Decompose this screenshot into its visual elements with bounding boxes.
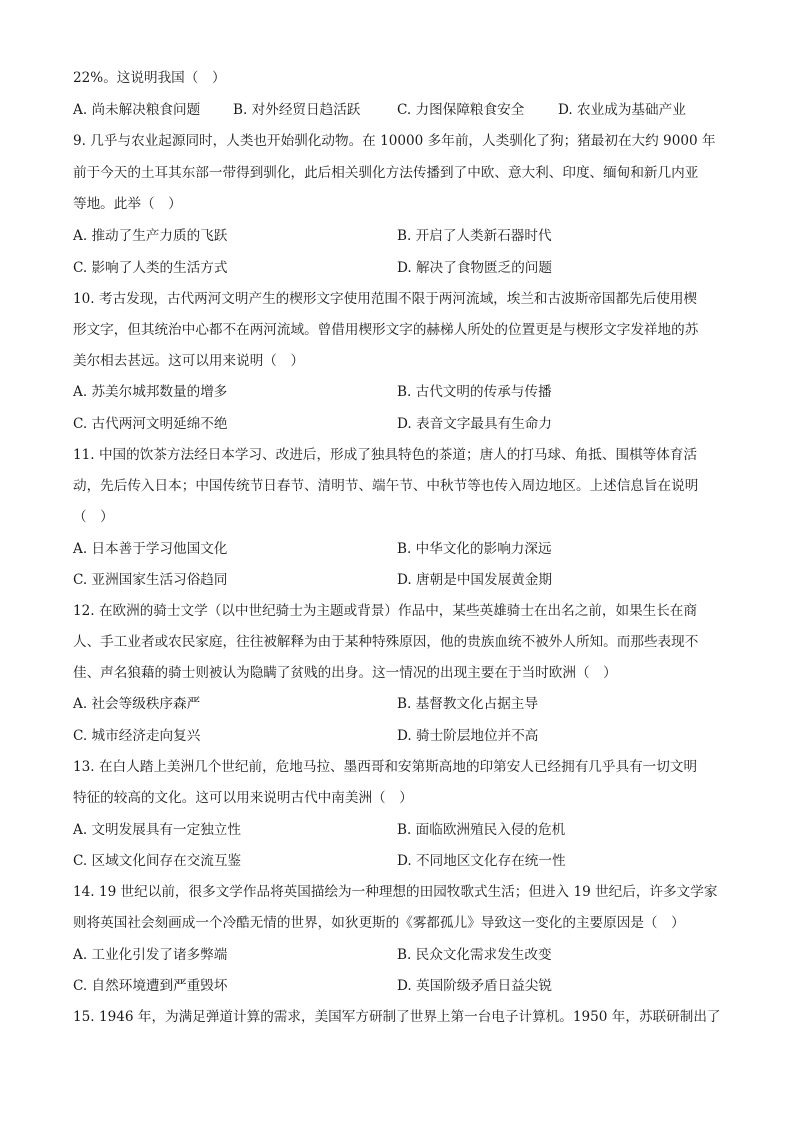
q15-stem-line-1: 15. 1946 年，为满足弹道计算的需求，美国军方研制了世界上第一台电子计算机。1950 年，苏联研制出了 [73,1009,721,1025]
q8-option-d: D. 农业成为基础产业 [558,102,686,118]
q13-stem-line-2: 特征的较高的文化。这可以用来说明古代中南美洲（ ） [73,790,413,806]
q9-option-b: B. 开启了人类新石器时代 [397,228,552,244]
q9-stem-line-3: 等地。此举（ ） [73,196,182,212]
q9-stem-line-2: 前于今天的土耳其东部一带得到驯化，此后相关驯化方法传播到了中欧、意大利、印度、缅甸和新几内亚 [73,165,699,181]
q10-stem-line-3: 美尔相去甚远。这可以用来说明（ ） [73,353,305,369]
q12-option-c: C. 城市经济走向复兴 [73,728,201,744]
q12-option-a: A. 社会等级秩序森严 [73,696,201,712]
q12-option-b: B. 基督教文化占据主导 [397,696,538,712]
q10-option-c: C. 古代两河文明延绵不绝 [73,416,228,432]
q13-option-a: A. 文明发展具有一定独立性 [73,822,241,838]
q10-stem-line-2: 形文字，但其统治中心都不在两河流域。曾借用楔形文字的赫梯人所处的位置更是与楔形文字发祥地的苏 [73,322,699,338]
q12-option-d: D. 骑士阶层地位并不高 [397,728,539,744]
q13-stem-line-1: 13. 在白人踏上美洲几个世纪前，危地马拉、墨西哥和安第斯高地的印第安人已经拥有几乎具有一切文明 [73,759,698,775]
q11-option-d: D. 唐朝是中国发展黄金期 [397,572,552,588]
q9-option-a: A. 推动了生产力质的飞跃 [73,228,228,244]
q11-stem-line-2: 动，先后传入日本；中国传统节日春节、清明节、端午节、中秋节等也传入周边地区。上述信息旨在说明 [73,478,699,494]
q8-option-b: B. 对外经贸日趋活跃 [233,102,361,118]
q11-option-c: C. 亚洲国家生活习俗趋同 [73,572,228,588]
q11-stem-line-1: 11. 中国的饮茶方法经日本学习、改进后，形成了独具特色的茶道；唐人的打马球、角抵、围棋等体育活 [73,447,698,463]
q14-option-a: A. 工业化引发了诸多弊端 [73,947,228,963]
q11-stem-line-3: （ ） [73,509,114,525]
q14-option-d: D. 英国阶级矛盾日益尖锐 [397,978,552,994]
q8-option-a: A. 尚未解决粮食问题 [73,102,201,118]
q13-option-d: D. 不同地区文化存在统一性 [397,853,566,869]
q10-stem-line-1: 10. 考古发现，古代两河文明产生的楔形文字使用范围不限于两河流域，埃兰和古波斯帝国都先后使用楔 [73,291,698,307]
q11-option-b: B. 中华文化的影响力深远 [397,541,552,557]
q10-option-d: D. 表音文字最具有生命力 [397,416,552,432]
q13-option-c: C. 区域文化间存在交流互鉴 [73,853,242,869]
q14-option-b: B. 民众文化需求发生改变 [397,947,552,963]
q10-option-b: B. 古代文明的传承与传播 [397,384,552,400]
q14-stem-line-2: 则将英国社会刻画成一个冷酷无情的世界，如狄更斯的《雾都孤儿》导致这一变化的主要原因是（ ） [73,915,685,931]
q8-option-c: C. 力图保障粮食安全 [397,102,525,118]
q14-option-c: C. 自然环境遭到严重毁坏 [73,978,228,994]
q12-stem-line-1: 12. 在欧洲的骑士文学（以中世纪骑士为主题或背景）作品中，某些英雄骑士在出名之前，如果生长在商 [73,603,698,619]
q9-option-c: C. 影响了人类的生活方式 [73,260,228,276]
q12-stem-line-2: 人、手工业者或农民家庭，往往被解释为由于某种特殊原因，他的贵族血统不被外人所知。而那些表现不 [73,634,699,650]
q14-stem-line-1: 14. 19 世纪以前，很多文学作品将英国描绘为一种理想的田园牧歌式生活；但进入 19 世纪后，许多文学家 [73,884,718,900]
q8-stem-tail: 22%。这说明我国（ ） [73,70,226,86]
q9-stem-line-1: 9. 几乎与农业起源同时，人类也开始驯化动物。在 10000 多年前，人类驯化了狗；猪最初在大约 9000 年 [73,133,716,149]
q13-option-b: B. 面临欧洲殖民入侵的危机 [397,822,566,838]
q12-stem-line-3: 佳、声名狼藉的骑士则被认为隐瞒了贫贱的出身。这一情况的出现主要在于当时欧洲（ ） [73,665,617,681]
q10-option-a: A. 苏美尔城邦数量的增多 [73,384,228,400]
q11-option-a: A. 日本善于学习他国文化 [73,541,228,557]
q9-option-d: D. 解决了食物匮乏的问题 [397,260,552,276]
